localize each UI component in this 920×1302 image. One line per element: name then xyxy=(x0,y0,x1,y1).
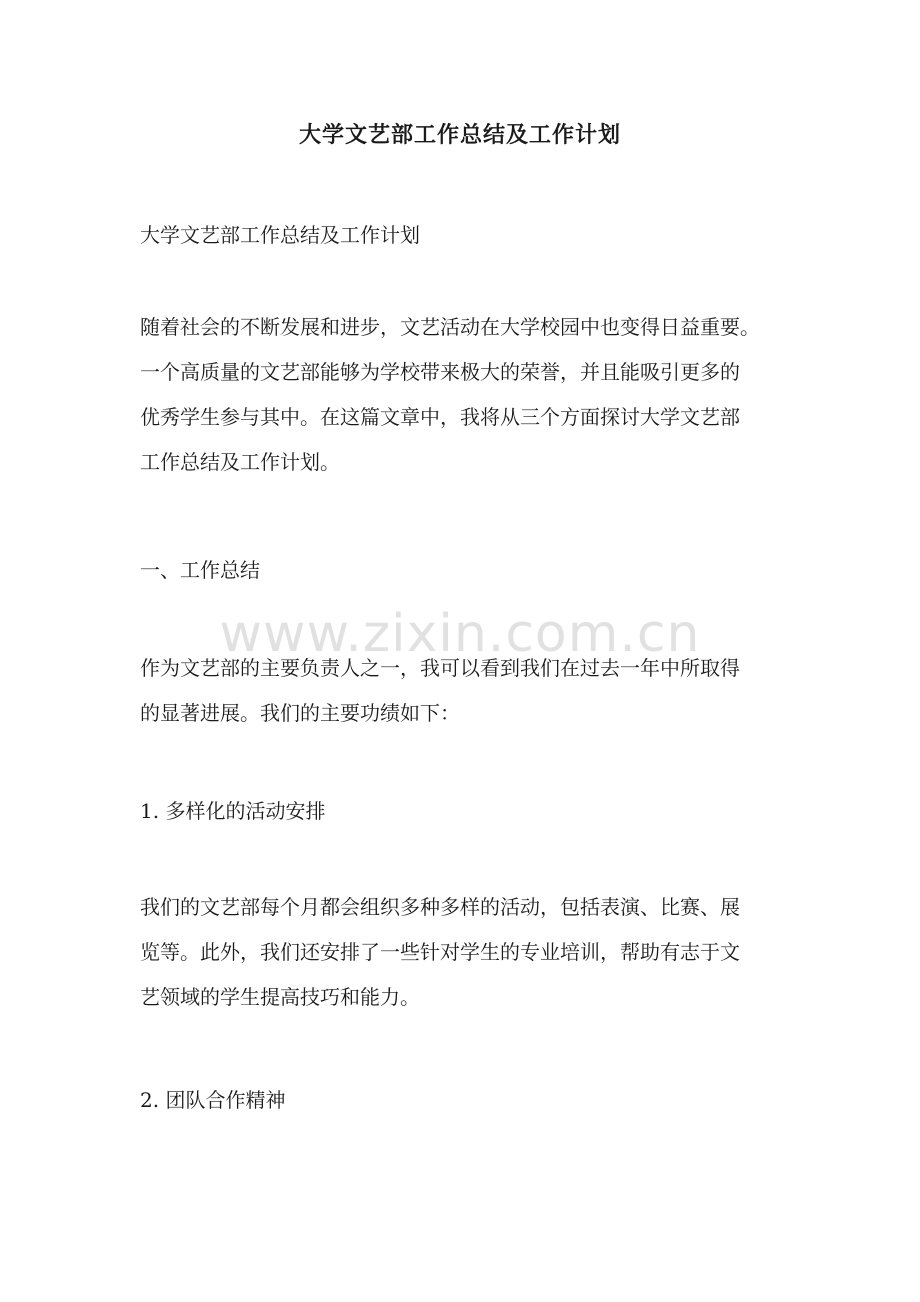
section-1-paragraph xyxy=(140,646,790,736)
item-2-heading-text: 2. 团队合作精神 xyxy=(140,1088,286,1112)
section-1-heading-text: 一、工作总结 xyxy=(140,558,260,582)
intro-line-4: 工作总结及工作计划。 xyxy=(140,450,340,474)
document-title: 大学文艺部工作总结及工作计划 xyxy=(298,122,621,148)
item-1-paragraph xyxy=(140,885,790,1020)
item-1-heading xyxy=(140,789,790,834)
intro-line-1: 随着社会的不断发展和进步，文艺活动在大学校园中也变得日益重要。 xyxy=(140,315,760,339)
item-1-heading-text: 1. 多样化的活动安排 xyxy=(140,799,326,823)
item-1-line-1: 我们的文艺部每个月都会组织多种多样的活动，包括表演、比赛、展 xyxy=(140,895,740,919)
document-subtitle xyxy=(140,213,790,258)
intro-line-2: 一个高质量的文艺部能够为学校带来极大的荣誉，并且能吸引更多的 xyxy=(140,360,740,384)
section-1-line-1: 作为文艺部的主要负责人之一，我可以看到我们在过去一年中所取得 xyxy=(140,656,740,680)
section-1-line-2: 的显著进展。我们的主要功绩如下： xyxy=(140,701,460,725)
watermark: www.zixin.com.cn xyxy=(219,604,701,664)
item-1-line-3: 艺领域的学生提高技巧和能力。 xyxy=(140,985,420,1009)
subtitle-text: 大学文艺部工作总结及工作计划 xyxy=(140,223,420,247)
item-2-heading xyxy=(140,1078,790,1123)
section-1-heading xyxy=(140,548,790,593)
item-1-line-2: 览等。此外，我们还安排了一些针对学生的专业培训，帮助有志于文 xyxy=(140,940,740,964)
intro-line-3: 优秀学生参与其中。在这篇文章中，我将从三个方面探讨大学文艺部 xyxy=(140,405,740,429)
intro-paragraph xyxy=(140,305,790,485)
